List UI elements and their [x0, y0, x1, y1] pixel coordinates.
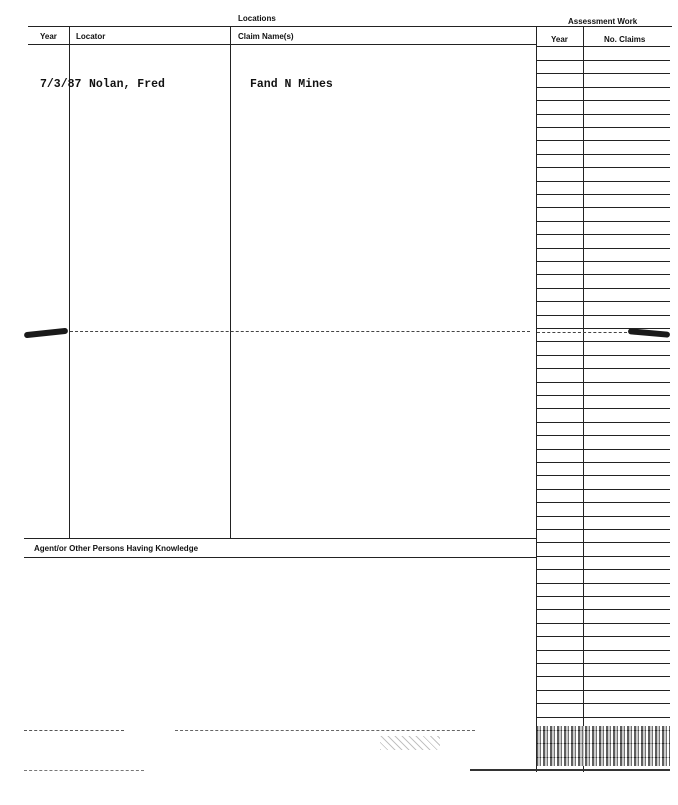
- assessment-work-row-line: [536, 315, 670, 316]
- assessment-work-row-line: [536, 73, 670, 74]
- top-rule: [28, 26, 672, 27]
- assessment-work-row-line: [536, 489, 670, 490]
- assessment-work-row-line: [536, 221, 670, 222]
- scan-noise-patch: [536, 726, 670, 766]
- agent-section-bottom-rule: [24, 557, 536, 558]
- assessment-work-row-line: [536, 114, 670, 115]
- assessment-work-row-line: [536, 690, 670, 691]
- year-column-header: Year: [40, 32, 57, 41]
- assessment-work-row-line: [536, 60, 670, 61]
- assessment-work-row-line: [536, 301, 670, 302]
- agent-section-heading: Agent/or Other Persons Having Knowledge: [34, 544, 199, 553]
- assessment-work-row-line: [536, 248, 670, 249]
- header-bottom-rule-left: [28, 44, 536, 45]
- assessment-work-row-line: [536, 502, 670, 503]
- bottom-faint-line-1: [24, 730, 124, 732]
- assessment-work-row-line: [536, 87, 670, 88]
- assessment-work-row-line: [536, 676, 670, 677]
- header-bottom-rule-right: [536, 46, 670, 47]
- assessment-work-row-line: [536, 154, 670, 155]
- assessment-work-row-line: [536, 408, 670, 409]
- assessment-work-row-line: [536, 207, 670, 208]
- assessment-work-row-line: [536, 569, 670, 570]
- assessment-work-row-line: [536, 194, 670, 195]
- bottom-faint-line-3: [24, 770, 144, 772]
- assessment-work-row-line: [536, 288, 670, 289]
- left-fold-mark: [24, 328, 68, 339]
- assessment-work-row-line: [536, 167, 670, 168]
- assessment-work-row-line: [536, 234, 670, 235]
- no-claims-column-header: No. Claims: [604, 35, 646, 44]
- locator-claim-divider: [230, 27, 231, 538]
- assessment-work-row-line: [536, 140, 670, 141]
- assessment-work-row-line: [536, 663, 670, 664]
- assessment-work-row-line: [536, 636, 670, 637]
- bottom-dark-line: [470, 769, 670, 771]
- assessment-work-row-line: [536, 435, 670, 436]
- assessment-work-row-line: [536, 609, 670, 610]
- assessment-work-row-line: [536, 422, 670, 423]
- agent-section-top-rule: [24, 538, 536, 539]
- fold-crease-line: [70, 331, 530, 333]
- assessment-work-row-line: [536, 261, 670, 262]
- assessment-work-heading: Assessment Work: [568, 17, 638, 26]
- assessment-work-row-line: [536, 449, 670, 450]
- assessment-work-row-line: [536, 395, 670, 396]
- assessment-work-row-line: [536, 382, 670, 383]
- right-fold-mark: [628, 328, 670, 338]
- aw-year-claims-divider: [583, 27, 584, 772]
- entry-date: 7/3/87: [40, 78, 82, 91]
- claim-names-column-header: Claim Name(s): [238, 32, 294, 41]
- assessment-work-row-line: [536, 100, 670, 101]
- assessment-work-row-line: [536, 556, 670, 557]
- locations-heading: Locations: [238, 14, 276, 23]
- assessment-work-row-line: [536, 341, 670, 342]
- scan-noise-specks: [380, 736, 440, 750]
- assessment-work-row-line: [536, 462, 670, 463]
- assessment-work-row-line: [536, 274, 670, 275]
- entry-claim-name: Fand N Mines: [250, 78, 333, 91]
- assessment-work-row-line: [536, 717, 670, 718]
- year-locator-divider: [69, 27, 70, 538]
- assessment-work-row-line: [536, 355, 670, 356]
- assessment-work-row-line: [536, 583, 670, 584]
- assessment-work-row-line: [536, 650, 670, 651]
- assessment-work-row-line: [536, 475, 670, 476]
- assessment-work-row-line: [536, 328, 670, 329]
- entry-locator: Nolan, Fred: [89, 78, 165, 91]
- assessment-work-row-line: [536, 516, 670, 517]
- bottom-faint-line-2: [175, 730, 475, 732]
- assessment-work-row-line: [536, 596, 670, 597]
- fold-crease-line-right: [537, 332, 627, 334]
- claim-assessment-divider: [536, 27, 537, 772]
- assessment-work-row-line: [536, 368, 670, 369]
- locator-column-header: Locator: [76, 32, 106, 41]
- assessment-work-row-line: [536, 542, 670, 543]
- aw-year-column-header: Year: [551, 35, 568, 44]
- assessment-work-row-line: [536, 529, 670, 530]
- assessment-work-row-line: [536, 703, 670, 704]
- assessment-work-row-line: [536, 181, 670, 182]
- assessment-work-row-line: [536, 623, 670, 624]
- assessment-work-row-line: [536, 127, 670, 128]
